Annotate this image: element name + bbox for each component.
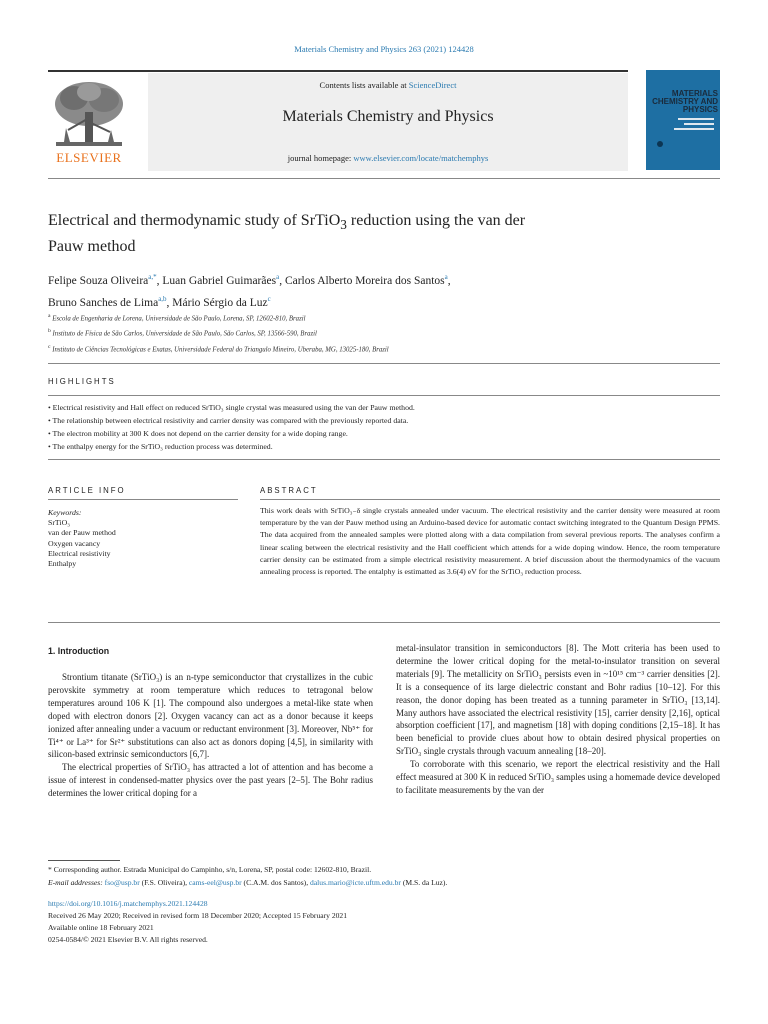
body-paragraph: metal-insulator transition in semiconductors [8]. The Mott criteria has been used to determine the lower critical doping for the metal-to-insulator transition on several materials [9]. The metallicity on SrTiO₃ persists even in ~10¹⁵ cm⁻³ carrier densities [2]. It is a consequence of its large dielectric constant and Bohr radius [10–12]. For this reason, the donor doping has been treated as a tunning parameter in SrTiO₃ [13,14]. Many authors have associated the electrical resistivity [15], carrier density [2,16], optical absorption coefficient [17], and magnetism [18] with doping conditions [2,15–18]. It has been beneficial to provide clues about how to obtain desired physical properties on SrTiO₃ single crystals through vacuum annealing [18–20]. [396,643,720,757]
divider [48,499,238,500]
section-heading-introduction: 1. Introduction [48,646,110,656]
email-addresses: E-mail addresses: fso@usp.br (F.S. Oliveira), cams-eel@usp.br (C.A.M. dos Santos), dalus.mario@icte.uftm.edu.br (M.S. da Luz). [48,877,448,887]
divider [48,622,720,623]
contents-line: Contents lists available at ScienceDirect [319,80,457,90]
keyword: SrTiO₃ [48,518,70,528]
header-top-rule [48,70,628,72]
affiliation-item: $^a$ Escola de Engenharia de Lorena, Universidade de São Paulo, Lorena, SP, 12602-810, Brazil [48,313,306,323]
highlight-item: • Electrical resistivity and Hall effect on reduced SrTiO₃ single crystal was measured using the van der Pauw method. [48,403,415,412]
header-bottom-rule [48,178,720,179]
article-info-heading: ARTICLE INFO [48,486,126,495]
email-link[interactable]: dalus.mario@icte.uftm.edu.br [310,877,401,887]
footnote-rule [48,860,120,861]
received-dates: Received 26 May 2020; Received in revised form 18 December 2020; Accepted 15 February 2021 [48,911,348,921]
body-paragraph: The electrical properties of SrTiO₃ has attracted a lot of attention and has become a issue of interest in condensed-matter physics over the past years [2–5]. The Bohr radius determines the lower critical doping for a [48,762,373,799]
homepage-link[interactable]: www.elsevier.com/locate/matchemphys [353,153,489,163]
affiliation-item: $^b$ Instituto de Física de São Carlos, Universidade de São Paulo, São Carlos, SP, 13566-590, Brazil [48,328,317,338]
author-name[interactable]: Mário Sérgio da Luz [172,296,268,309]
divider [48,395,720,396]
highlights-list [48,401,720,453]
email-link[interactable]: fso@usp.br [104,877,140,887]
divider [48,363,720,364]
cover-graphic [654,118,714,148]
body-paragraph: To corroborate with this scenario, we report the electrical resistivity and the Hall effect measured at 300 K in reduced SrTiO₃ samples using a homemade device developed to facilitate measurements by the van der [396,759,720,795]
paper-title: Electrical and thermodynamic study of SrTiO$_3$ reduction using the van der Pauw method [48,212,526,256]
divider [260,499,720,500]
highlight-item: • The relationship between electrical resistivity and carrier density was compared with the previously reported data. [48,416,409,425]
journal-reference[interactable]: Materials Chemistry and Physics 263 (2021) 124428 [294,44,474,54]
author-name[interactable]: Felipe Souza Oliveira [48,274,149,287]
body-column-right [396,642,720,797]
highlight-item: • The enthalpy energy for the SrTiO₃ reduction process was determined. [48,442,273,451]
keyword: Electrical resistivity [48,548,111,558]
abstract-text: This work deals with SrTiO₃₋δ single crystals annealed under vacuum. The electrical resistivity and the carrier density were measured at room temperature by the van der Pauw method using an Arduino-based device for automatic contact switching integrated to the Quantum Design PPMS. The data acquired from the annealed samples were plotted along with a data compilation from several previous reports. The analyses confirm a linear scaling between the electrical resistivity and the Hall coefficient which attends for a wide doping window. Hence, the room temperature carrier density can be estimated from a simple electrical resistivity measurement. A brief discussion about the thermodynamics of the vacuum annealing process is reported. The entalphy is estimatted as 3.6(4) eV for the SrTiO₃ reduction process. [260,506,720,577]
keyword: Enthalpy [48,559,77,569]
email-link[interactable]: cams-eel@usp.br [188,877,242,887]
available-online: Available online 18 February 2021 [48,923,154,933]
footnotes [48,864,720,889]
author-name[interactable]: Luan Gabriel Guimarães [162,274,277,287]
author-list: Felipe Souza Oliveira$^{a,*}$, Luan Gabriel Guimarães$^a$, Carlos Alberto Moreira dos Santos$^a$, Bruno Sanches de Lima$^{a,b}$, Mário Sérgio da Luz$^c$ [48,273,451,309]
keyword: Oxygen vacancy [48,538,101,548]
keyword: van der Pauw method [48,528,116,538]
affiliation-item: $^c$ Instituto de Ciências Tecnológicas e Exatas, Universidade Federal do Triangulo Mineiro, Uberaba, MG, 13025-180, Brazil [48,343,389,353]
publication-info [48,898,720,946]
highlights-heading: HIGHLIGHTS [48,377,116,386]
divider [48,459,720,460]
doi-link[interactable]: https://doi.org/10.1016/j.matchemphys.2021.124428 [48,899,208,908]
copyright: 0254-0584/© 2021 Elsevier B.V. All rights reserved. [48,935,208,945]
keywords-heading: Keywords: [48,508,82,517]
journal-homepage: journal homepage: www.elsevier.com/locate/matchemphys [287,153,489,163]
corresponding-author-note: * Corresponding author. Estrada Municipal do Campinho, s/n, Lorena, SP, postal code: 12602-810, Brazil. [48,865,372,874]
body-paragraph: Strontium titanate (SrTiO₃) is an n-type semiconductor that crystallizes in the cubic perovskite symmetry at room temperature which reduces to tetragonal below temperatures around 106 K [1]. The compound also undergoes a metal-like state when doped with electron donors [2]. Oxygen vacancy can act as a donor because it keeps ionized after annealing under a vacuum or reductant environment [3]. Moreover, Nb⁵⁺ for Ti⁴⁺ or La³⁺ for Sr²⁺ substitutions can also act as donors doping [4,5], in similarity with silicon-based extrinsic semiconductors [6,7]. [48,672,373,760]
sciencedirect-link[interactable]: ScienceDirect [408,80,457,90]
author-name[interactable]: Carlos Alberto Moreira dos Santos [284,274,445,287]
keywords [48,508,238,569]
journal-cover-image[interactable] [646,70,720,170]
highlight-item: • The electron mobility at 300 K does not depend on the carrier density for a wide doping range. [48,429,348,438]
abstract-heading: ABSTRACT [260,486,318,495]
affiliations [48,310,708,356]
body-column-left [48,671,373,800]
author-name[interactable]: Bruno Sanches de Lima [48,296,159,309]
cover-title: MATERIALS CHEMISTRY AND PHYSICS [652,89,718,114]
publisher-name: ELSEVIER [56,150,122,165]
journal-title: Materials Chemistry and Physics [282,108,494,125]
